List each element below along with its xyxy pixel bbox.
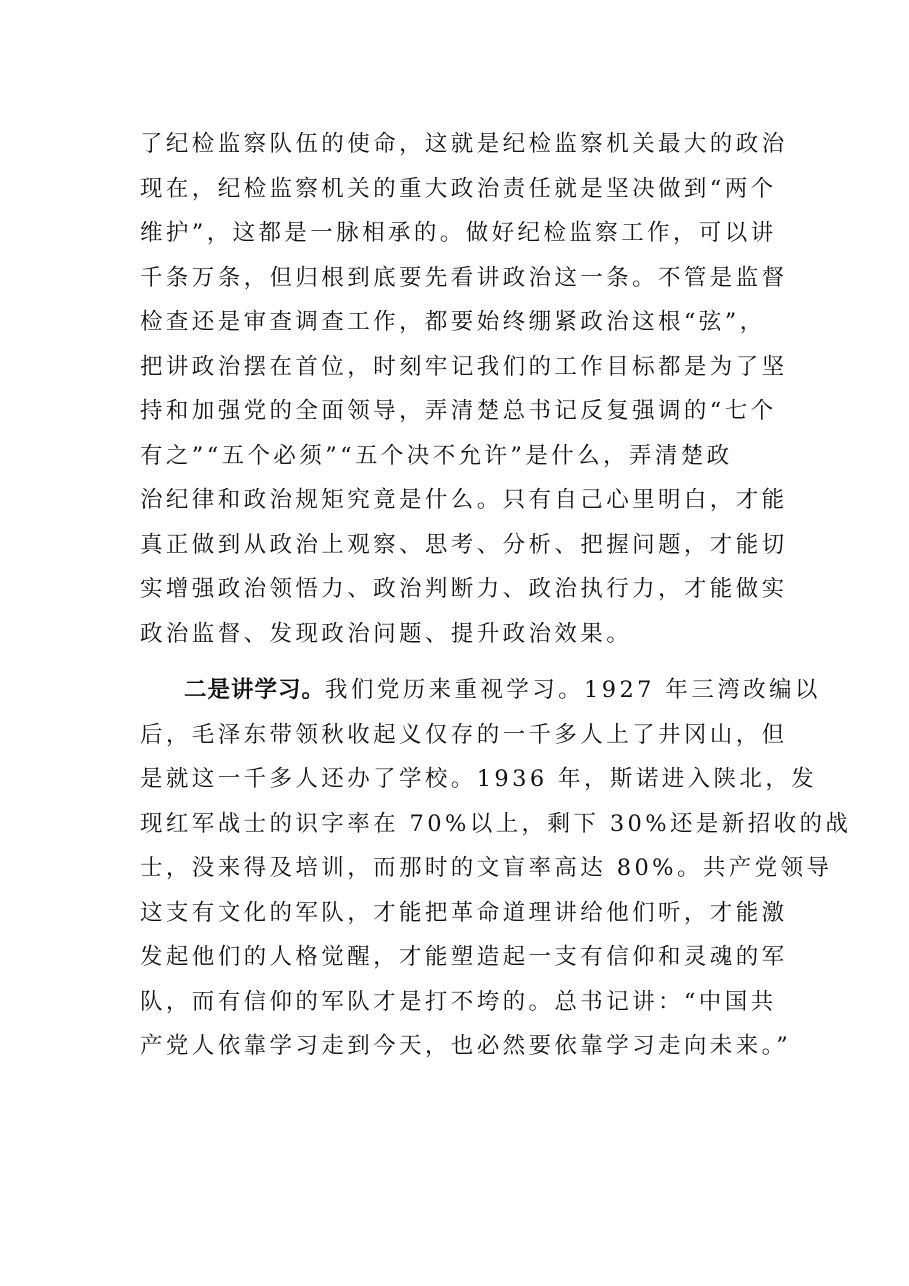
text-line: 发起他们的人格觉醒，才能塑造起一支有信仰和灵魂的军 — [140, 944, 788, 970]
text-line: 了纪检监察队伍的使命，这就是纪检监察机关最大的政治 — [140, 131, 788, 157]
text-line: 现红军战士的识字率在 70%以上，剩下 30%还是新招收的战 — [140, 810, 852, 837]
paragraph-1 — [140, 122, 788, 656]
text-line: 产党人依靠学习走到今天，也必然要依靠学习走向未来。” — [140, 1033, 792, 1059]
text-line: 检查还是审查调查工作，都要始终绷紧政治这根“弦”， — [140, 309, 766, 335]
text-line: 千条万条，但归根到底要先看讲政治这一条。不管是监督 — [140, 264, 788, 291]
text-line: 真正做到从政治上观察、思考、分析、把握问题，才能切 — [140, 531, 788, 558]
text-line: 实增强政治领悟力、政治判断力、政治执行力，才能做实 — [140, 576, 788, 602]
document-body — [140, 122, 852, 1069]
text-line: 持和加强党的全面领导，弄清楚总书记反复强调的“七个 — [140, 398, 777, 424]
text-line: 士，没来得及培训，而那时的文盲率高达 80%。共产党领导 — [140, 855, 833, 881]
text-line-first — [140, 668, 821, 713]
text-line: 队，而有信仰的军队才是打不垮的。总书记讲：“中国共 — [140, 988, 777, 1015]
text-line: 后，毛泽东带领秋收起义仅存的一千多人上了井冈山，但 — [140, 721, 788, 748]
text-line: 有之”“五个必须”“五个决不允许”是什么，弄清楚政 — [140, 442, 733, 469]
text-line: 政治监督、发现政治问题、提升政治效果。 — [140, 620, 633, 647]
text-line: 是就这一千多人还办了学校。1936 年，斯诺进入陕北，发 — [140, 766, 818, 792]
text-line: 现在，纪检监察机关的重大政治责任就是坚决做到“两个 — [140, 175, 777, 202]
text-line: 维护”，这都是一脉相承的。做好纪检监察工作，可以讲 — [140, 220, 777, 246]
text-line: 治纪律和政治规矩究竟是什么。只有自己心里明白，才能 — [140, 487, 788, 513]
text-line-rest: 我们党历来重视学习。1927 年三湾改编以 — [325, 677, 821, 703]
section-lead-heading: 二是讲学习。 — [184, 677, 326, 703]
text-line: 这支有文化的军队，才能把革命道理讲给他们听，才能激 — [140, 899, 788, 926]
paragraph-2 — [140, 668, 852, 1069]
text-line: 把讲政治摆在首位，时刻牢记我们的工作目标都是为了坚 — [140, 353, 788, 380]
